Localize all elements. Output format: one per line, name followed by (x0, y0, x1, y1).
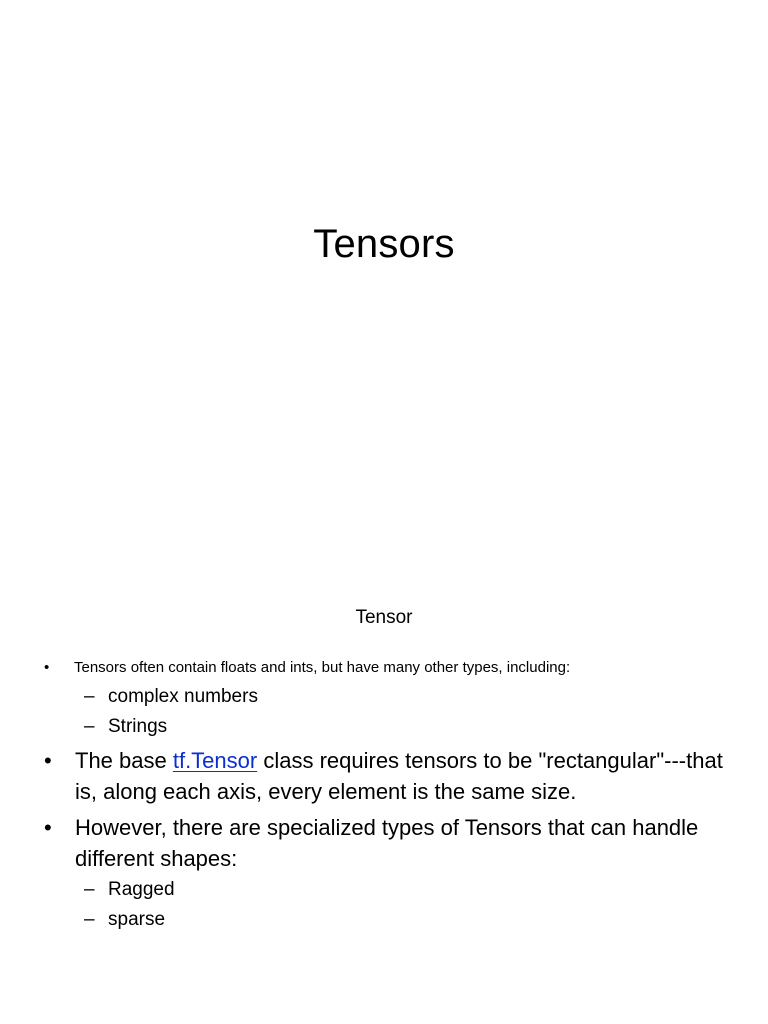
sub-bullet-text: Strings (108, 716, 168, 737)
bullet-text-rest: class requires tensors to be "rectangular"---that is, along each axis, every element is the same size. (75, 748, 723, 804)
bullet-symbol: • (44, 659, 50, 676)
bullet-symbol: • (44, 815, 52, 840)
dash-symbol: – (84, 686, 95, 707)
sub-bullet-text: complex numbers (108, 686, 258, 707)
bullet-item (44, 657, 734, 679)
tf-tensor-link[interactable]: tf.Tensor (172, 748, 258, 773)
bullet-symbol: • (44, 748, 52, 773)
dash-symbol: – (84, 909, 95, 930)
bullet-text: However, there are specialized types of Tensors that can handle different shapes: (75, 815, 699, 871)
sub-bullet-item (84, 684, 258, 710)
dash-symbol: – (84, 879, 95, 900)
sub-bullet-text: Ragged (108, 879, 175, 900)
sub-bullet-text: sparse (108, 909, 166, 930)
dash-symbol: – (84, 716, 95, 737)
sub-bullet-item (84, 907, 165, 933)
bullet-item (44, 745, 734, 807)
sub-bullet-item (84, 877, 175, 903)
bullet-item (44, 812, 734, 874)
slide-heading: Tensor (355, 607, 413, 628)
bullet-text (75, 745, 725, 807)
bullet-text-lead: The base (75, 748, 173, 773)
bullet-text: Tensors often contain floats and ints, but have many other types, including: (74, 659, 571, 676)
sub-bullet-item (84, 714, 167, 740)
page-title: Tensors (313, 222, 455, 266)
